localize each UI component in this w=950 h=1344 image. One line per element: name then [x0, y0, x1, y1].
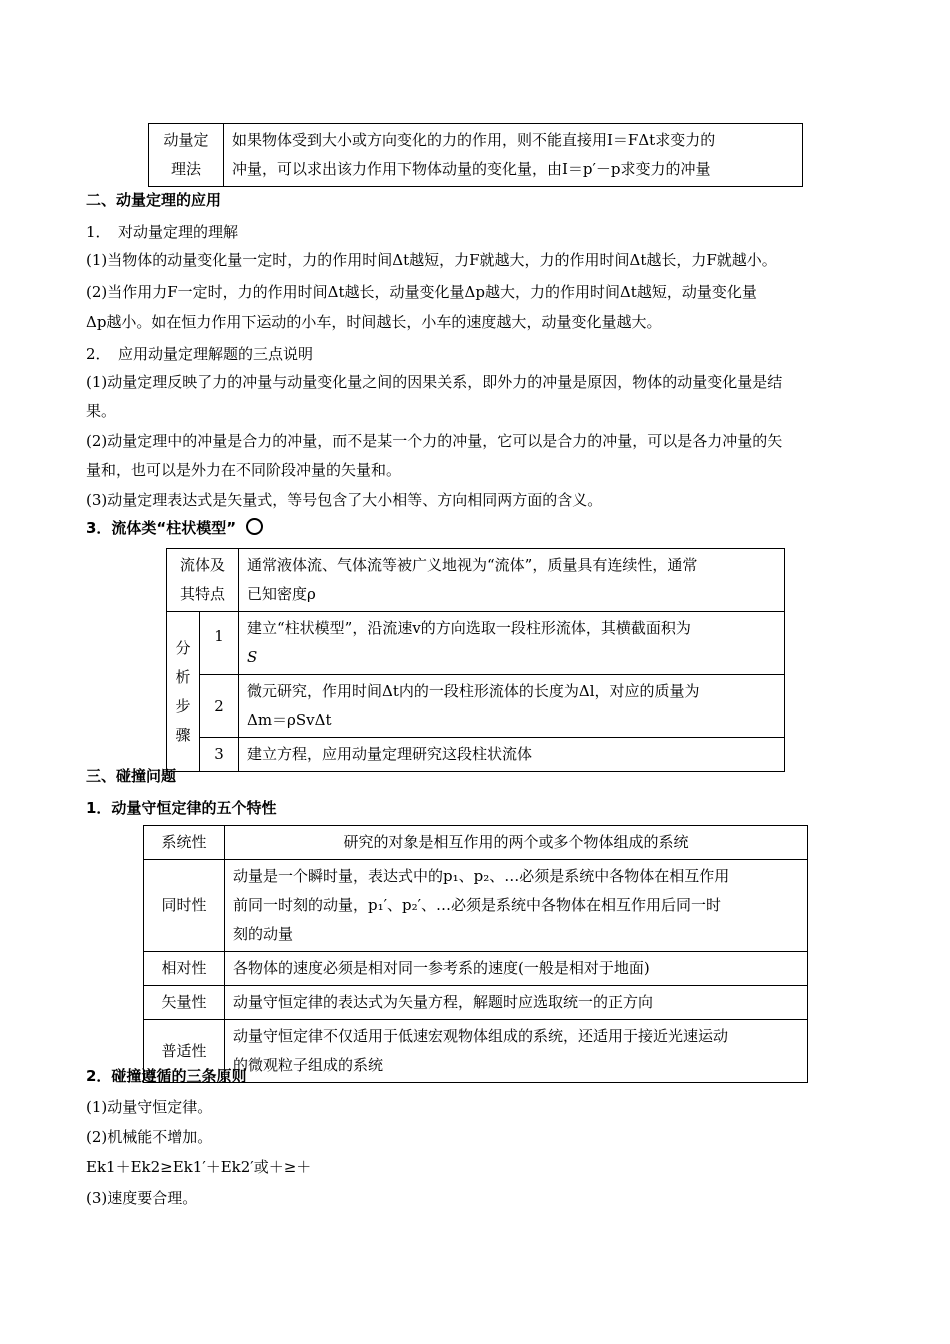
row-text-universality	[225, 1020, 808, 1083]
step-3-text-cell	[239, 738, 785, 772]
steps-label-char: 分	[175, 638, 191, 657]
row-label-simultaneity: 同时性	[144, 860, 225, 952]
step-3-text: 建立方程，应用动量定理研究这段柱状流体	[247, 745, 533, 763]
paragraph-2b: Δp越小。如在恒力作用下运动的小车，时间越长，小车的速度越大，动量变化量越大。	[86, 313, 662, 331]
circle-icon	[246, 518, 263, 535]
row-text-relativity: 各物体的速度必须是相对同一参考系的速度(一般是相对于地面)	[225, 952, 808, 986]
step-1-line1: 建立“柱状模型”，沿流速v的方向选取一段柱形流体，其横截面积为	[247, 619, 691, 637]
method-text-cell	[224, 124, 803, 187]
steps-label-char: 骤	[175, 725, 191, 744]
row-label-relativity: 相对性	[144, 952, 225, 986]
point-1a: (1)动量定理反映了力的冲量与动量变化量之间的因果关系，即外力的冲量是原因，物体的动量变化量是结	[86, 373, 783, 391]
method-text-line1: 如果物体受到大小或方向变化的力的作用，则不能直接用I＝FΔt求变力的	[232, 131, 716, 149]
step-1-number-text: 1	[214, 627, 224, 645]
step-2-line2: Δm＝ρSvΔt	[247, 711, 332, 729]
method-text-line2: 冲量，可以求出该力作用下物体动量的变化量，由I＝p′－p求变力的冲量	[232, 160, 711, 178]
sub-heading-1: 1． 对动量定理的理解	[86, 223, 239, 241]
principle-2: (2)机械能不增加。	[86, 1128, 213, 1146]
fluid-text-line2: 已知密度ρ	[247, 585, 316, 603]
energy-formula: Ek1＋Ek2≥Ek1′＋Ek2′或＋≥＋	[86, 1158, 312, 1176]
sub-heading-3-text: 3．流体类“柱状模型”	[86, 519, 237, 537]
simultaneity-line1: 动量是一个瞬时量，表达式中的p₁、p₂、…必须是系统中各物体在相互作用	[233, 867, 730, 885]
sub-heading-3	[86, 517, 263, 539]
point-1b: 果。	[86, 402, 117, 420]
method-label-cell	[149, 124, 224, 187]
conservation-table	[143, 825, 808, 1083]
simultaneity-line3: 刻的动量	[233, 925, 294, 943]
steps-label-char: 析	[175, 667, 191, 686]
row-label-universality: 普适性	[144, 1020, 225, 1083]
row-text-system: 研究的对象是相互作用的两个或多个物体组成的系统	[225, 826, 808, 860]
step-2-number-text: 2	[214, 696, 224, 715]
universality-line1: 动量守恒定律不仅适用于低速宏观物体组成的系统，还适用于接近光速运动	[233, 1027, 729, 1045]
step-2-text-cell	[239, 675, 785, 738]
universality-line2: 的微观粒子组成的系统	[233, 1056, 384, 1074]
fluid-text-cell	[239, 549, 785, 612]
point-3: (3)动量定理表达式是矢量式，等号包含了大小相等、方向相同两方面的含义。	[86, 491, 603, 509]
simultaneity-line2: 前同一时刻的动量，p₁′、p₂′、…必须是系统中各物体在相互作用后同一时	[233, 896, 722, 914]
point-2b: 量和，也可以是外力在不同阶段冲量的矢量和。	[86, 461, 402, 479]
step-1-text-cell	[239, 612, 785, 675]
paragraph-1: (1)当物体的动量变化量一定时，力的作用时间Δt越短，力F就越大，力的作用时间Δt越长，力F就越小。	[86, 251, 777, 269]
sub-heading-5: 2．碰撞遵循的三条原则	[86, 1067, 247, 1085]
row-label-system: 系统性	[144, 826, 225, 860]
row-label-vector: 矢量性	[144, 986, 225, 1020]
section-2-title: 二、动量定理的应用	[86, 191, 222, 209]
step-2-line1: 微元研究，作用时间Δt内的一段柱形流体的长度为Δl，对应的质量为	[247, 682, 700, 700]
steps-label-char: 步	[175, 696, 191, 715]
principle-3: (3)速度要合理。	[86, 1189, 198, 1207]
step-2-number	[200, 675, 239, 738]
sub-heading-4: 1．动量守恒定律的五个特性	[86, 799, 277, 817]
principle-1: (1)动量守恒定律。	[86, 1098, 213, 1116]
fluid-label-line2: 其特点	[179, 585, 225, 603]
step-3-number-text: 3	[214, 745, 224, 763]
method-label-line2: 理法	[170, 160, 201, 178]
method-table	[148, 123, 803, 187]
fluid-label-cell	[167, 549, 239, 612]
row-text-simultaneity	[225, 860, 808, 952]
step-1-number	[200, 612, 239, 675]
steps-label-cell	[167, 612, 200, 772]
fluid-label-line1: 流体及	[179, 556, 225, 574]
fluid-text-line1: 通常液体流、气体流等被广义地视为“流体”，质量具有连续性，通常	[247, 556, 698, 574]
step-1-line2: S	[247, 648, 258, 666]
method-label-line1: 动量定	[163, 131, 209, 149]
step-3-number	[200, 738, 239, 772]
row-text-vector: 动量守恒定律的表达式为矢量方程，解题时应选取统一的正方向	[225, 986, 808, 1020]
point-2a: (2)动量定理中的冲量是合力的冲量，而不是某一个力的冲量，它可以是合力的冲量，可以是各力冲量的矢	[86, 432, 783, 450]
section-3-title: 三、碰撞问题	[86, 767, 177, 785]
sub-heading-2: 2． 应用动量定理解题的三点说明	[86, 345, 314, 363]
fluid-model-table	[166, 548, 785, 772]
paragraph-2a: (2)当作用力F一定时，力的作用时间Δt越长，动量变化量Δp越大，力的作用时间Δt越短，动量变化量	[86, 283, 757, 301]
